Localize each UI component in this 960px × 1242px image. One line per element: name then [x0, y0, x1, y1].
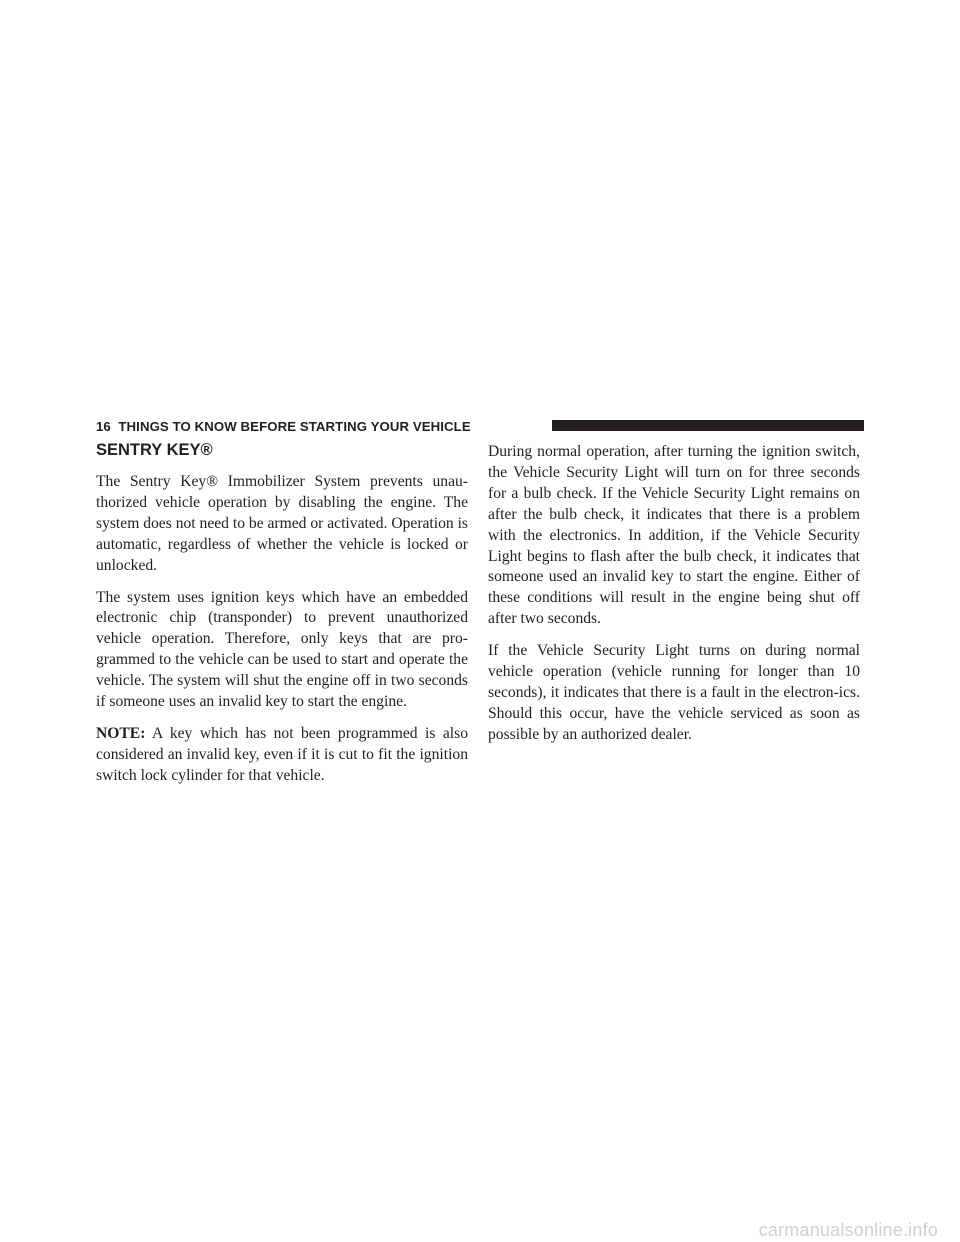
left-column [96, 440, 468, 798]
running-header-text [96, 418, 477, 436]
footer-watermark: carmanualsonline.info [758, 1220, 938, 1240]
paragraph-security-light-fault: If the Vehicle Security Light turns on during normal vehicle operation (vehicle running for longer than 10 seconds), it indicates that there is a fault in the electron-ics. Should this occur, have the vehicle serviced as soon as possible by an authorized dealer. [488, 642, 860, 743]
right-column [488, 442, 860, 757]
heading-sentry-key: SENTRY KEY® [96, 441, 213, 459]
note-paragraph [96, 724, 468, 787]
note-label: NOTE: [96, 724, 146, 742]
note-text: A key which has not been programmed is also considered an invalid key, even if it is cut to fit the ignition switch lock cylinder for that vehicle. [96, 724, 468, 784]
section-title: THINGS TO KNOW BEFORE STARTING YOUR VEHICLE [118, 419, 471, 434]
paragraph-ignition-keys: The system uses ignition keys which have an embedded electronic chip (transponder) to prevent unauthorized vehicle operation. Therefore, only keys that are pro-grammed to the vehicle can be used to start and operate the vehicle. The system will shut the engine off in two seconds if someone uses an invalid key to start the engine. [96, 588, 468, 711]
header-rule [552, 420, 864, 431]
paragraph-immobilizer-intro: The Sentry Key® Immobilizer System prevents unau-thorized vehicle operation by disabling the engine. The system does not need to be armed or activated. Operation is automatic, regardless of whether the vehicle is locked or unlocked. [96, 473, 468, 574]
paragraph-normal-operation: During normal operation, after turning the ignition switch, the Vehicle Security Light will turn on for three seconds for a bulb check. If the Vehicle Security Light remains on after the bulb check, it indicates that there is a problem with the electronics. In addition, if the Vehicle Security Light begins to flash after the bulb check, it indicates that someone used an invalid key to start the engine. Either of these conditions will result in the engine being shut off after two seconds. [488, 443, 860, 628]
running-header [96, 417, 864, 437]
page-number: 16 [96, 419, 111, 434]
